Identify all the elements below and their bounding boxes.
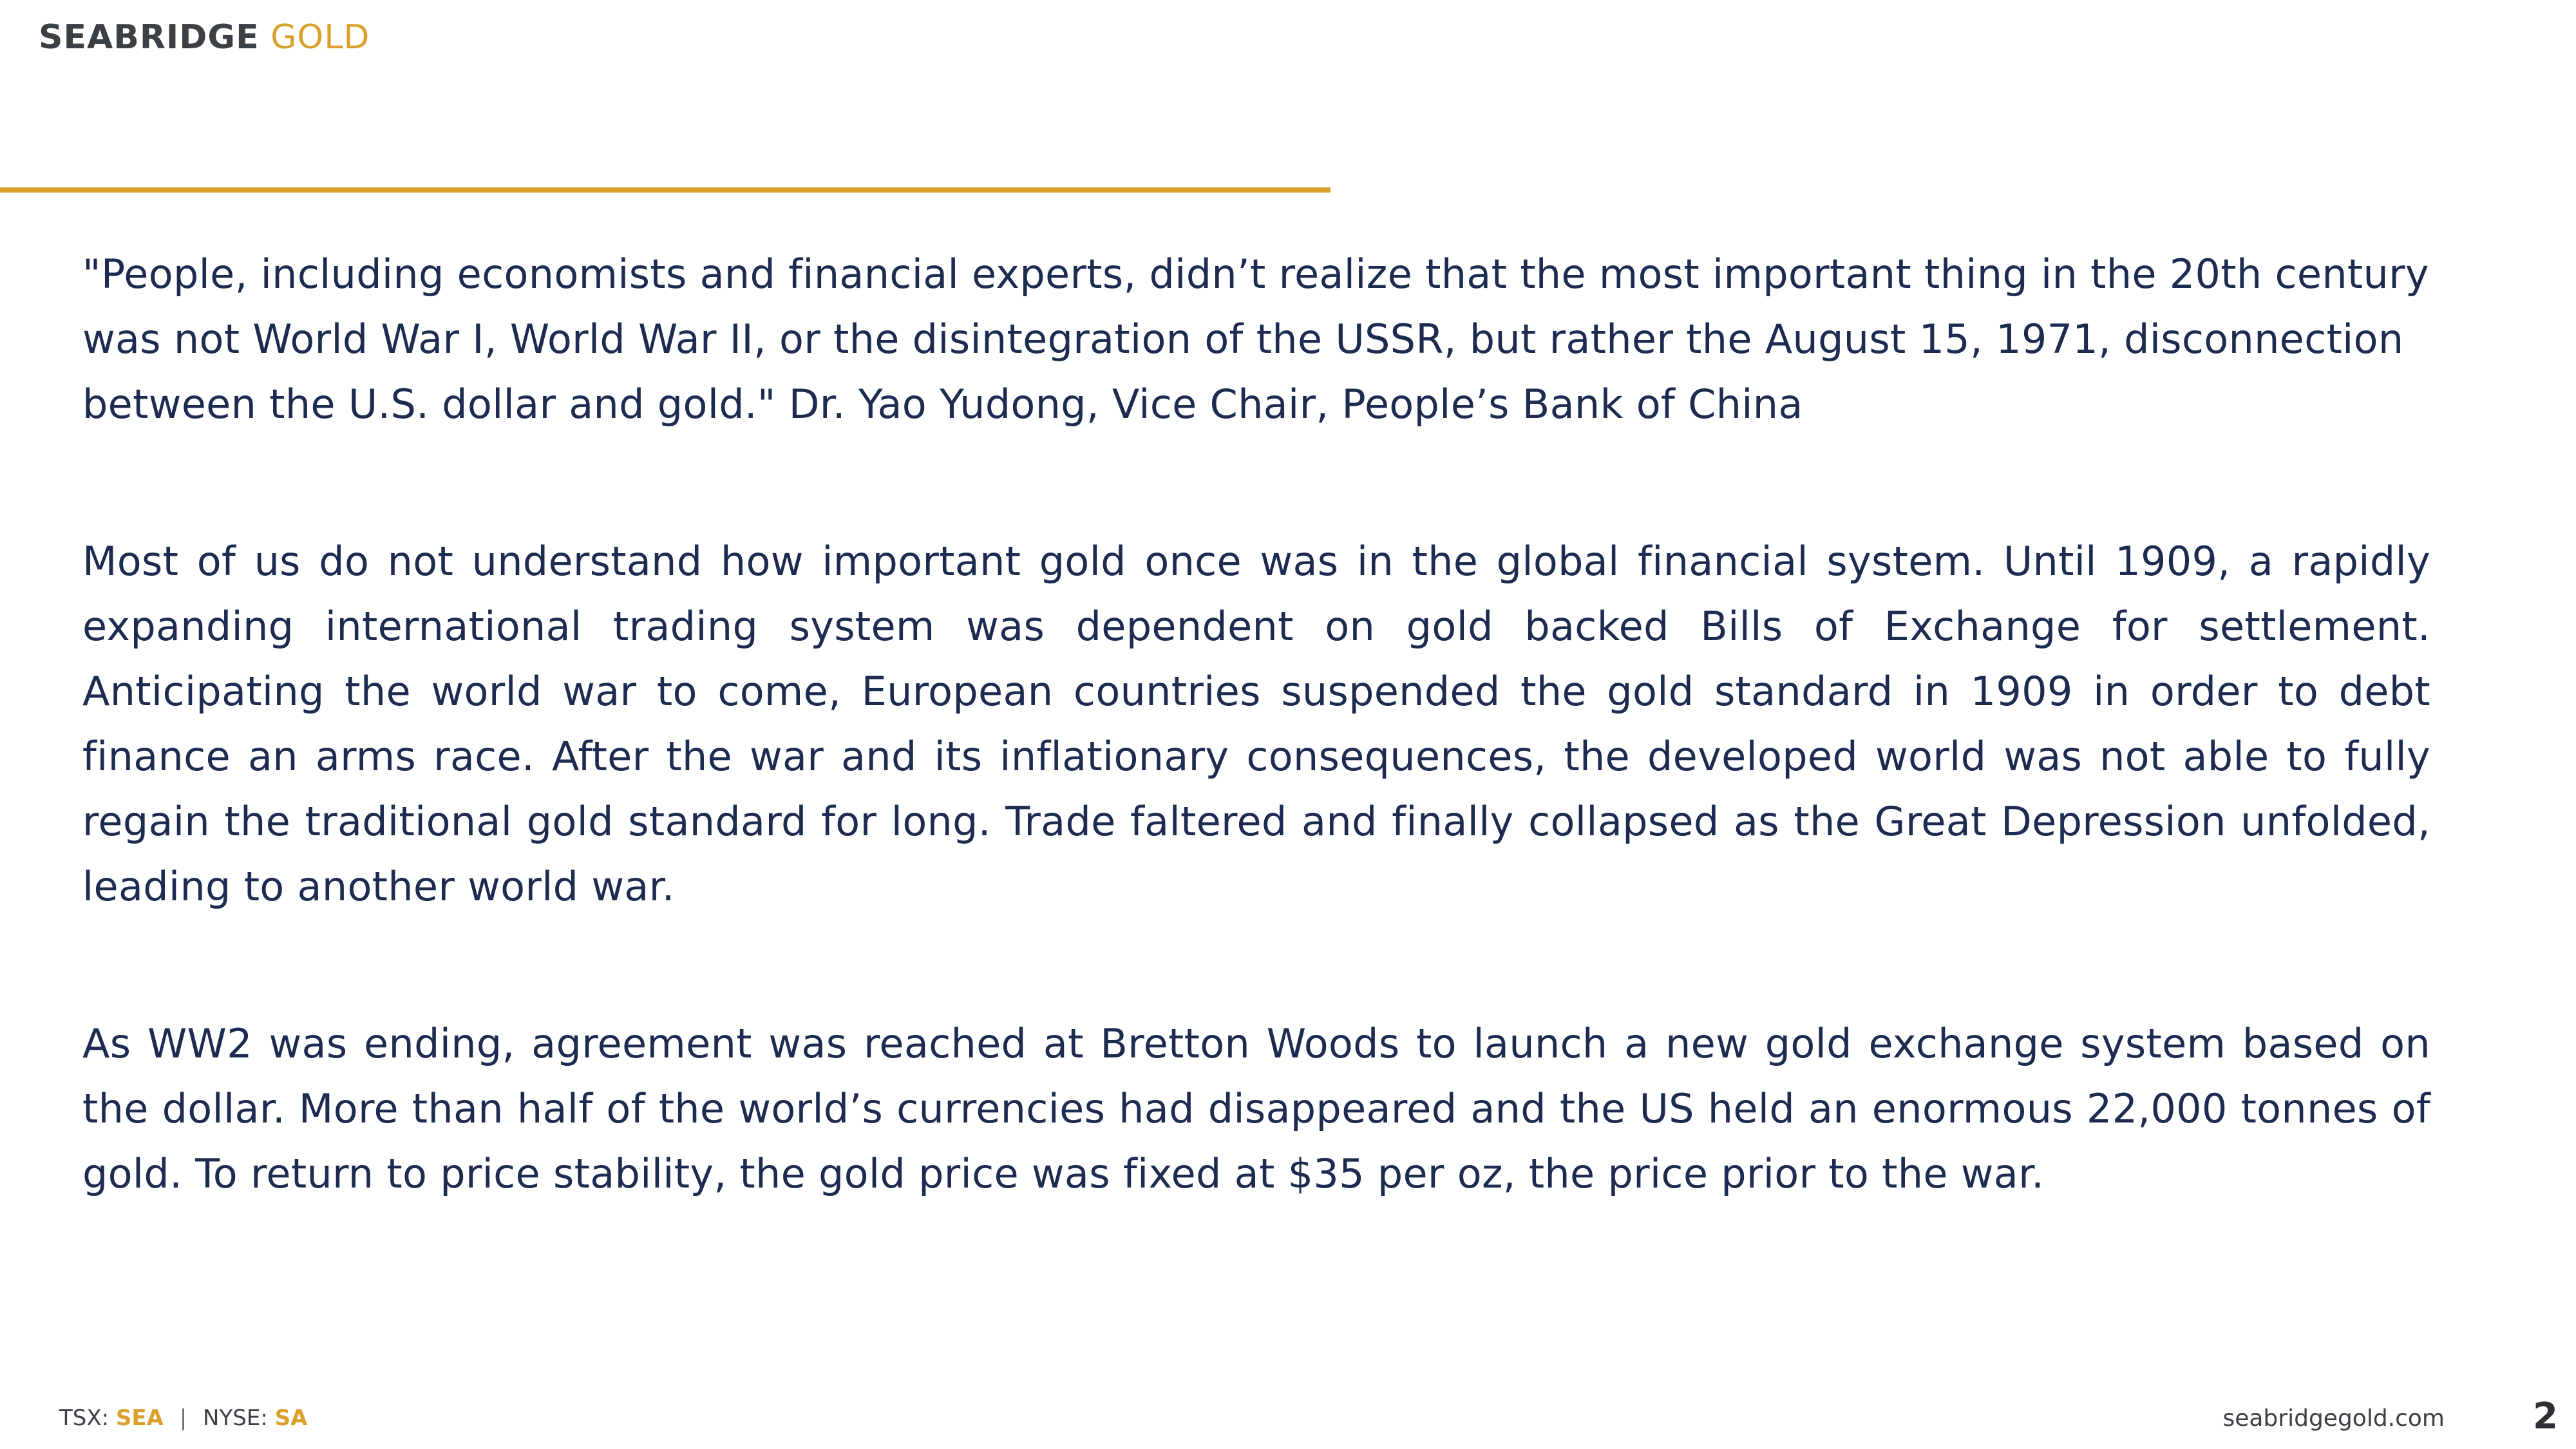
slide-body [82,242,2430,1206]
website-link[interactable]: seabridgegold.com [2222,1405,2445,1432]
paragraph-gold-history: Most of us do not understand how important gold once was in the global financial system. Until 1909, a rapidly expanding international trading system was dependent on gold backed Bills of Exchange for settlement. Anticipating the world war to come, European countries suspended the gold standard in 1909 in order to debt finance an arms race. After the war and its inflationary consequences, the developed world was not able to fully regain the traditional gold standard for long. Trade faltered and finally collapsed as the Great Depression unfolded, leading to another world war. [82,538,2430,910]
page-number: 2 [2533,1396,2558,1437]
nyse-label: NYSE: [203,1405,268,1431]
company-logo [39,18,370,57]
opening-quote: "People, including economists and financial experts, didn’t realize that the most important thing in the 20th century was not World War I, World War II, or the disintegration of the USSR, but rather the August 15, 1971, disconnection between the U.S. dollar and gold." Dr. Yao Yudong, Vice Chair, People’s Bank of China [82,251,2429,428]
nyse-ticker: SA [274,1405,308,1431]
logo-word-seabridge: SEABRIDGE [39,18,260,57]
tsx-ticker: SEA [115,1405,164,1431]
ticker-separator: | [179,1405,187,1431]
paragraph-bretton-woods: As WW2 was ending, agreement was reached at Bretton Woods to launch a new gold exchange system based on the dollar. More than half of the world’s currencies had disappeared and the US held an enormous 22,000 tonnes of gold. To return to price stability, the gold price was fixed at $35 per oz, the price prior to the war. [82,1020,2430,1197]
tsx-label: TSX: [59,1405,109,1431]
header-divider [0,187,1331,193]
stock-tickers [59,1407,307,1429]
logo-word-gold: GOLD [270,18,370,57]
